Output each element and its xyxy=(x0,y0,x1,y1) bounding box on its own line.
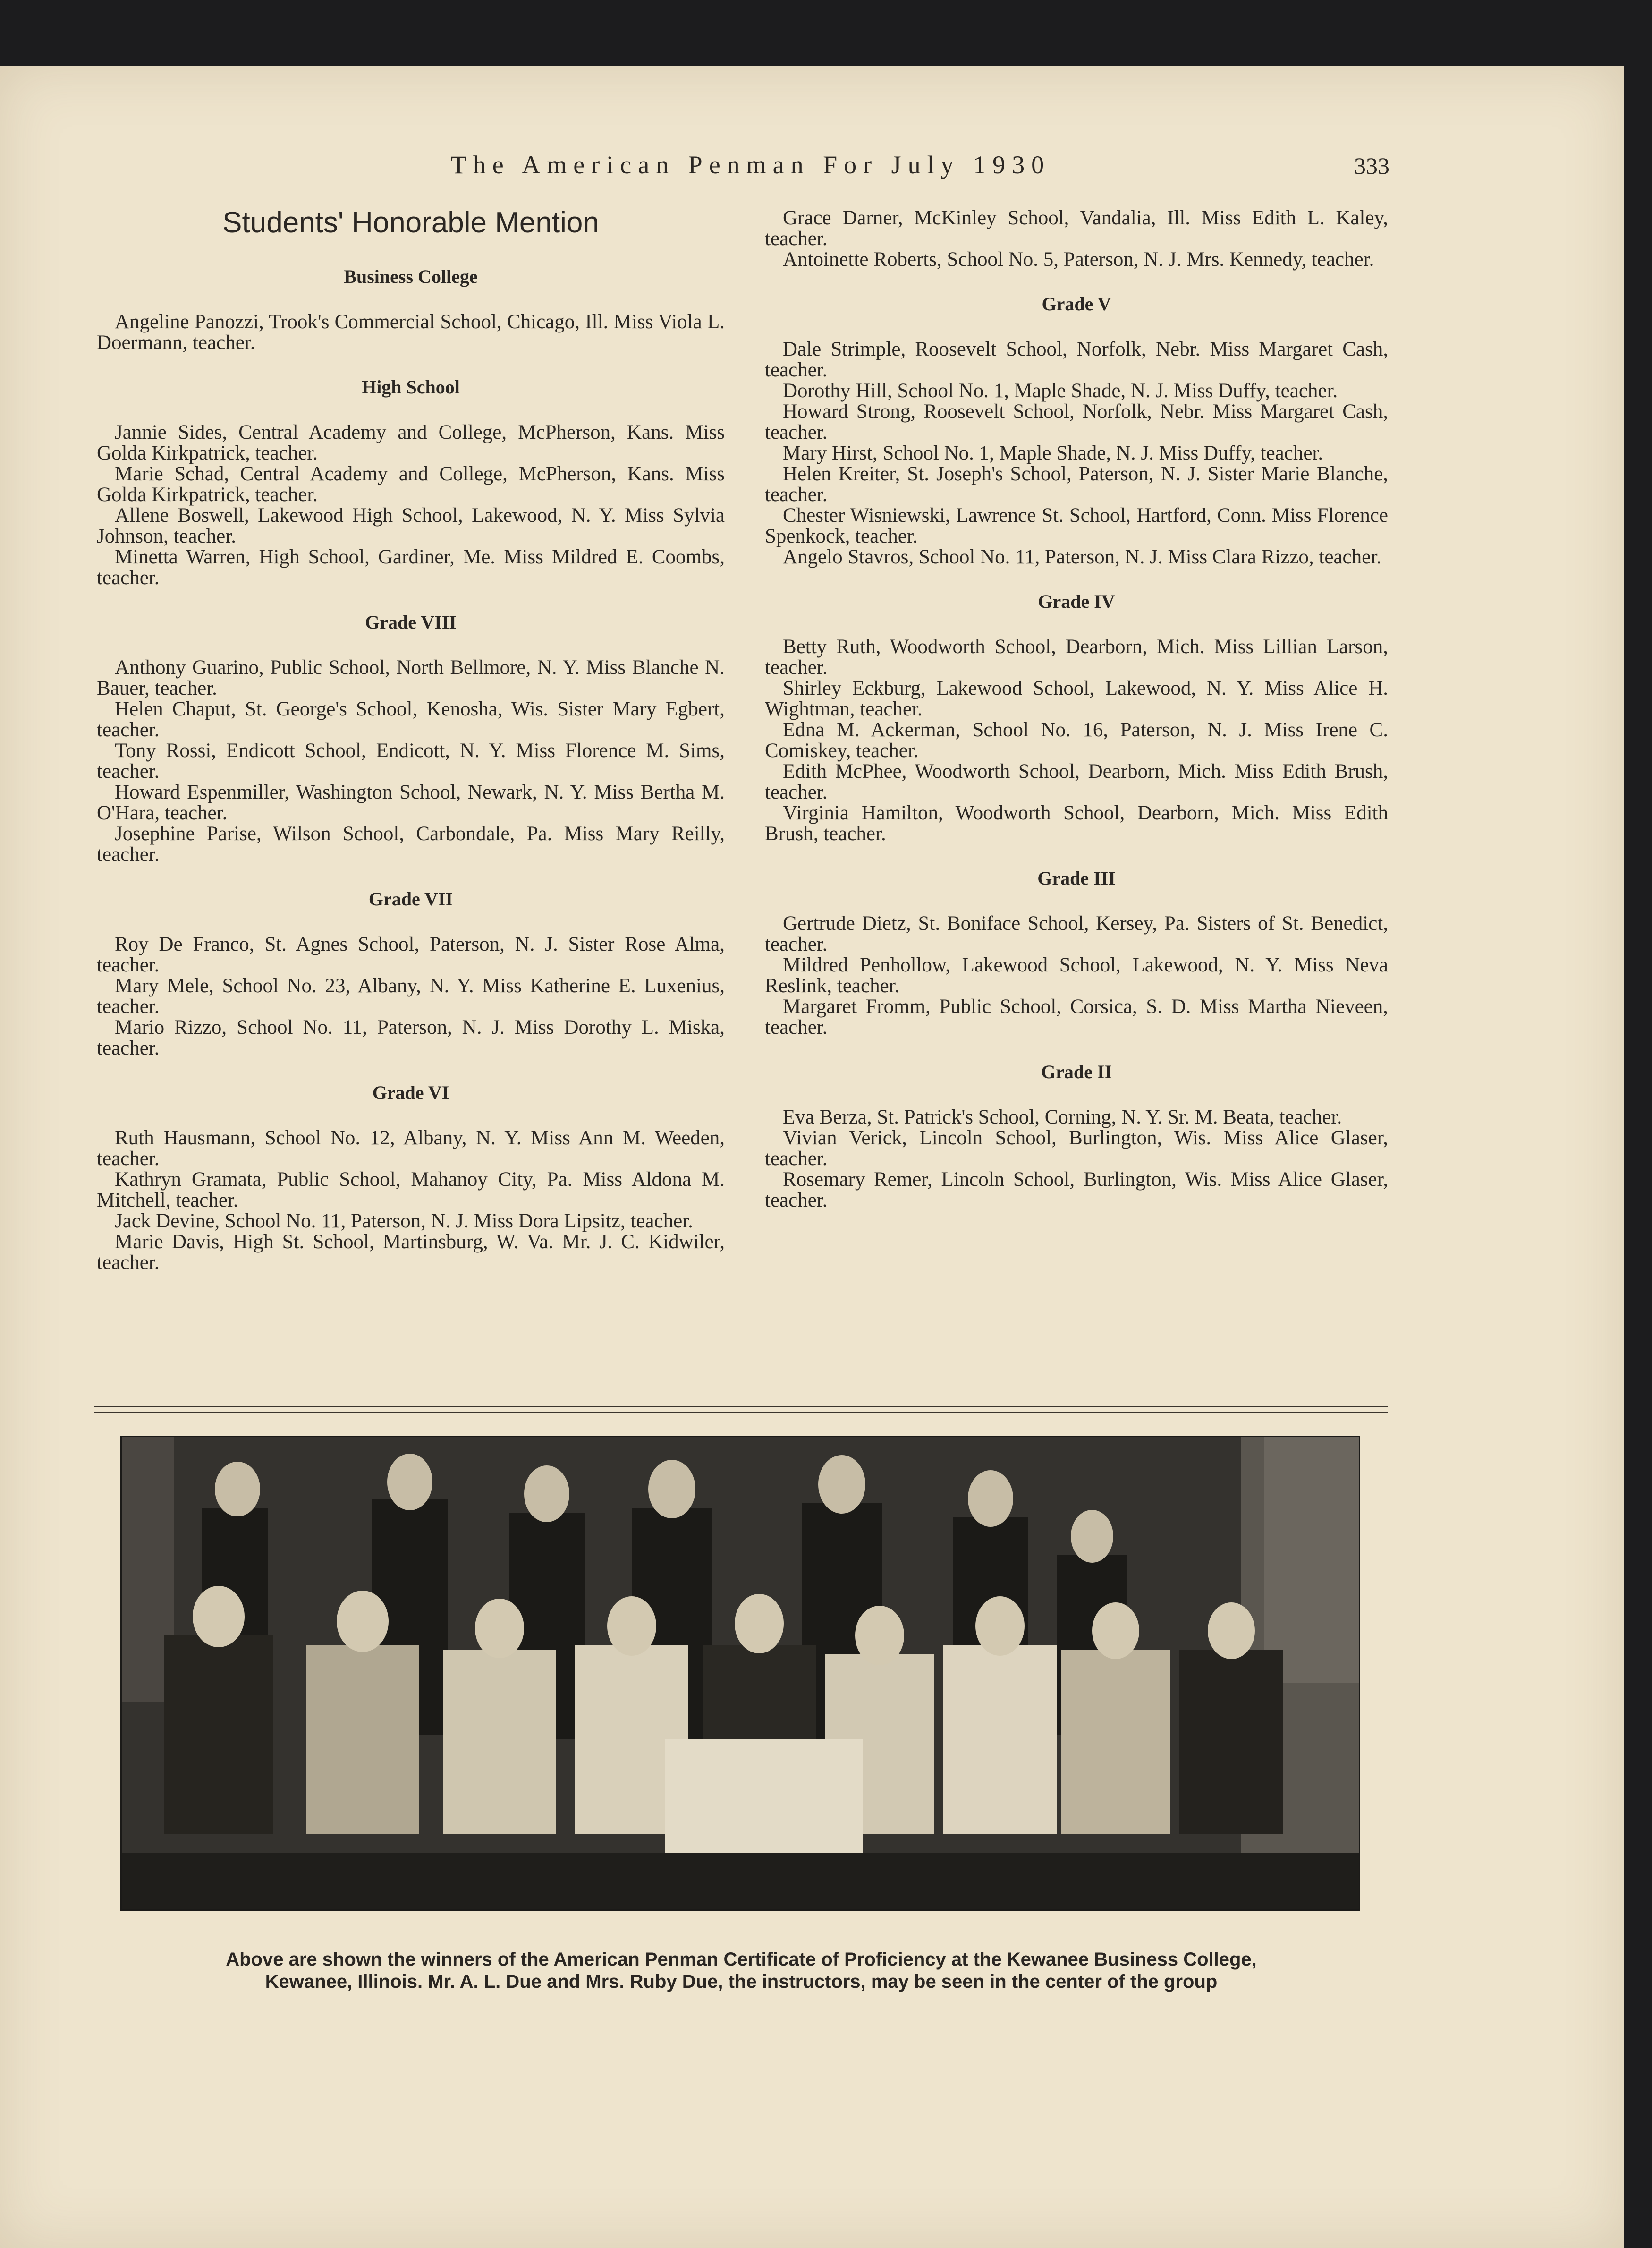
list-item: Dale Strimple, Roosevelt School, Norfolk, Nebr. Miss Margaret Cash, teacher. xyxy=(765,338,1388,381)
list-item: Chester Wisniewski, Lawrence St. School, Hartford, Conn. Miss Florence Spenkock, teacher. xyxy=(765,504,1388,547)
list-item: Marie Schad, Central Academy and College, McPherson, Kans. Miss Golda Kirkpatrick, teacher. xyxy=(97,463,725,506)
list-item: Helen Kreiter, St. Joseph's School, Paterson, N. J. Sister Marie Blanche, teacher. xyxy=(765,463,1388,506)
list-item: Edith McPhee, Woodworth School, Dearborn, Mich. Miss Edith Brush, teacher. xyxy=(765,760,1388,803)
running-header: The American Penman For July 1930 xyxy=(450,151,1051,179)
section-heading: Grade IV xyxy=(1038,591,1115,612)
photo-caption: Above are shown the winners of the American Penman Certificate of Proficiency at the Kewanee Business College, Kewanee, Illinois. Mr. A. L. Due and Mrs. Ruby Due, the instructors, may be seen in the center of the group xyxy=(226,1949,1257,1992)
divider-rule xyxy=(94,1412,1388,1413)
list-item: Mary Hirst, School No. 1, Maple Shade, N. J. Miss Duffy, teacher. xyxy=(783,442,1323,464)
page-number: 333 xyxy=(1354,153,1389,179)
list-item: Dorothy Hill, School No. 1, Maple Shade, N. J. Miss Duffy, teacher. xyxy=(783,380,1338,402)
list-item: Betty Ruth, Woodworth School, Dearborn, Mich. Miss Lillian Larson, teacher. xyxy=(765,636,1388,679)
list-item: Grace Darner, McKinley School, Vandalia, Ill. Miss Edith L. Kaley, teacher. xyxy=(765,207,1388,250)
section-heading: Grade VII xyxy=(368,888,453,910)
group-photo-illustration xyxy=(122,1437,1359,1909)
list-item: Ruth Hausmann, School No. 12, Albany, N. Y. Miss Ann M. Weeden, teacher. xyxy=(97,1127,725,1170)
list-item: Margaret Fromm, Public School, Corsica, S. D. Miss Martha Nieveen, teacher. xyxy=(765,996,1388,1039)
list-item: Allene Boswell, Lakewood High School, Lakewood, N. Y. Miss Sylvia Johnson, teacher. xyxy=(97,504,725,547)
list-item: Vivian Verick, Lincoln School, Burlington, Wis. Miss Alice Glaser, teacher. xyxy=(765,1127,1388,1170)
divider-rule xyxy=(94,1406,1388,1407)
list-item: Edna M. Ackerman, School No. 16, Paterson, N. J. Miss Irene C. Comiskey, teacher. xyxy=(765,719,1388,762)
list-item: Rosemary Remer, Lincoln School, Burlington, Wis. Miss Alice Glaser, teacher. xyxy=(765,1168,1388,1211)
list-item: Howard Espenmiller, Washington School, Newark, N. Y. Miss Bertha M. O'Hara, teacher. xyxy=(97,781,725,824)
list-item: Antoinette Roberts, School No. 5, Paterson, N. J. Mrs. Kennedy, teacher. xyxy=(783,248,1374,271)
list-item: Virginia Hamilton, Woodworth School, Dearborn, Mich. Miss Edith Brush, teacher. xyxy=(765,802,1388,845)
list-item: Angelo Stavros, School No. 11, Paterson, N. J. Miss Clara Rizzo, teacher. xyxy=(783,546,1381,568)
section-heading: High School xyxy=(362,376,460,398)
article-title: Students' Honorable Mention xyxy=(222,206,599,239)
right-column xyxy=(765,208,1388,1211)
list-item: Mary Mele, School No. 23, Albany, N. Y. Miss Katherine E. Luxenius, teacher. xyxy=(97,975,725,1018)
list-item: Eva Berza, St. Patrick's School, Corning, N. Y. Sr. M. Beata, teacher. xyxy=(783,1106,1342,1128)
group-photo xyxy=(120,1436,1360,1911)
list-item: Minetta Warren, High School, Gardiner, Me. Miss Mildred E. Coombs, teacher. xyxy=(97,546,725,589)
section-heading: Grade V xyxy=(1042,293,1111,315)
list-item: Angeline Panozzi, Trook's Commercial School, Chicago, Ill. Miss Viola L. Doermann, teacher. xyxy=(97,311,725,354)
list-item: Gertrude Dietz, St. Boniface School, Kersey, Pa. Sisters of St. Benedict, teacher. xyxy=(765,912,1388,955)
left-column xyxy=(97,208,725,1273)
section-heading: Grade VI xyxy=(372,1082,449,1103)
list-item: Josephine Parise, Wilson School, Carbondale, Pa. Miss Mary Reilly, teacher. xyxy=(97,823,725,866)
list-item: Helen Chaput, St. George's School, Kenosha, Wis. Sister Mary Egbert, teacher. xyxy=(97,698,725,741)
list-item: Kathryn Gramata, Public School, Mahanoy City, Pa. Miss Aldona M. Mitchell, teacher. xyxy=(97,1168,725,1211)
list-item: Jannie Sides, Central Academy and College, McPherson, Kans. Miss Golda Kirkpatrick, teacher. xyxy=(97,421,725,464)
list-item: Mario Rizzo, School No. 11, Paterson, N. J. Miss Dorothy L. Miska, teacher. xyxy=(97,1016,725,1059)
list-item: Marie Davis, High St. School, Martinsburg, W. Va. Mr. J. C. Kidwiler, teacher. xyxy=(97,1231,725,1274)
list-item: Tony Rossi, Endicott School, Endicott, N. Y. Miss Florence M. Sims, teacher. xyxy=(97,740,725,783)
section-heading: Grade VIII xyxy=(365,612,457,633)
list-item: Mildred Penhollow, Lakewood School, Lakewood, N. Y. Miss Neva Reslink, teacher. xyxy=(765,954,1388,997)
list-item: Jack Devine, School No. 11, Paterson, N. J. Miss Dora Lipsitz, teacher. xyxy=(115,1210,693,1232)
section-heading: Business College xyxy=(344,266,478,287)
list-item: Shirley Eckburg, Lakewood School, Lakewood, N. Y. Miss Alice H. Wightman, teacher. xyxy=(765,677,1388,720)
section-heading: Grade III xyxy=(1037,868,1116,889)
section-heading: Grade II xyxy=(1041,1061,1112,1082)
list-item: Howard Strong, Roosevelt School, Norfolk, Nebr. Miss Margaret Cash, teacher. xyxy=(765,400,1388,443)
list-item: Anthony Guarino, Public School, North Bellmore, N. Y. Miss Blanche N. Bauer, teacher. xyxy=(97,656,725,699)
list-item: Roy De Franco, St. Agnes School, Paterson, N. J. Sister Rose Alma, teacher. xyxy=(97,933,725,976)
